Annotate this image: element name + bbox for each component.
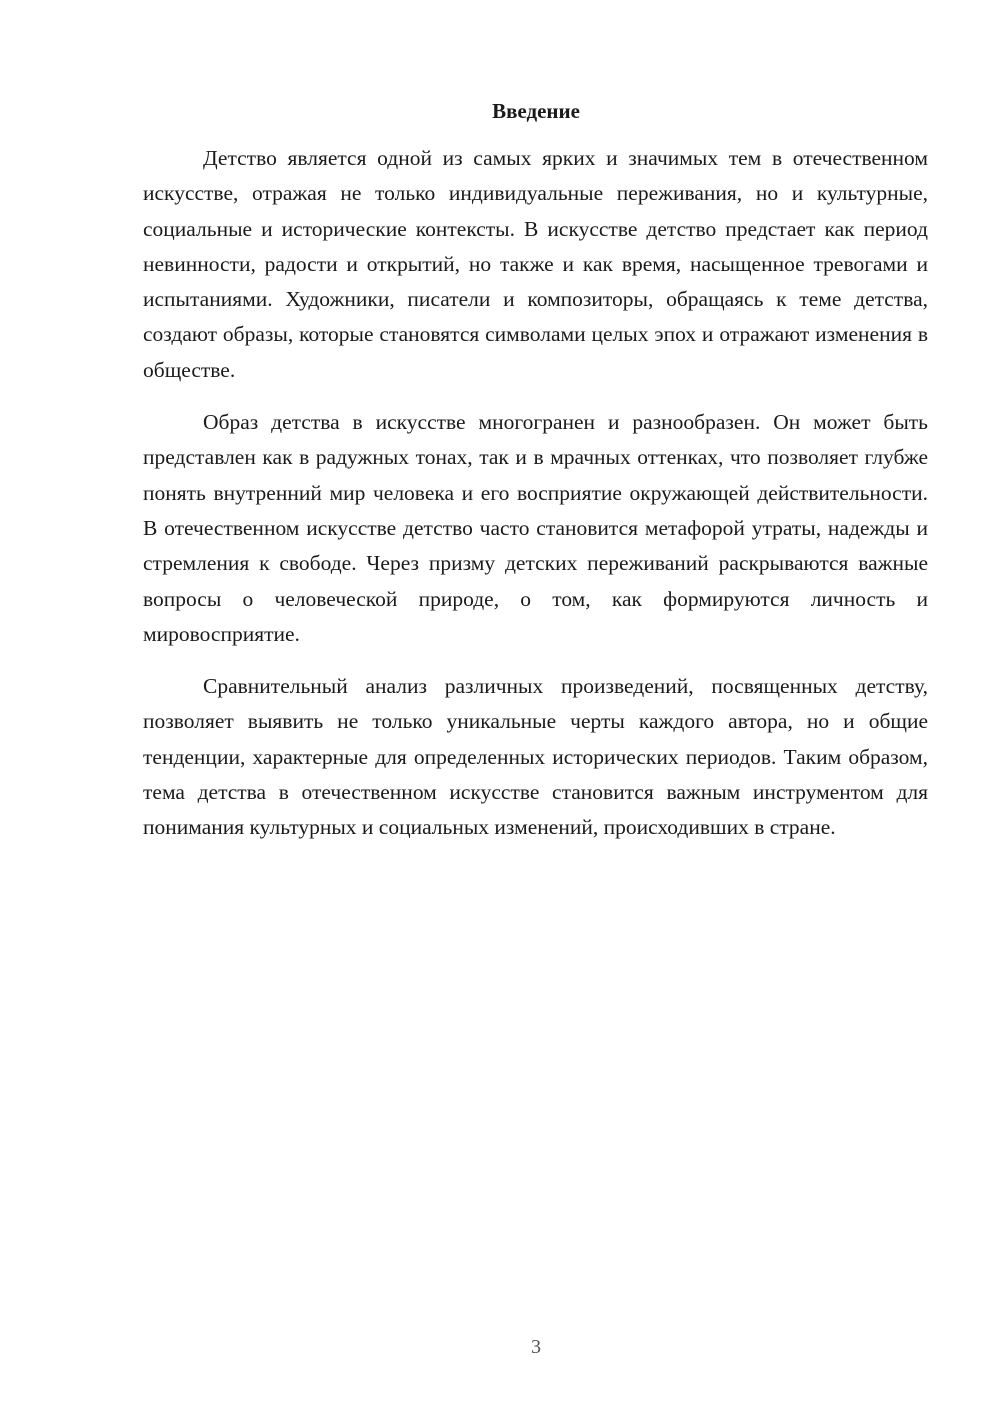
document-body (143, 141, 928, 863)
paragraph-2: Образ детства в искусстве многогранен и разнообразен. Он может быть представлен как в радужных тонах, так и в мрачных оттенках, что позволяет глубже понять внутренний мир человека и его восприятие окружающей действительности. В отечественном искусстве детство часто становится метафорой утраты, надежды и стремления к свободе. Через призму детских переживаний раскрываются важные вопросы о человеческой природе, о том, как формируются личность и мировосприятие. (143, 410, 928, 646)
section-title: Введение (492, 99, 580, 123)
paragraph-1: Детство является одной из самых ярких и значимых тем в отечественном искусстве, отражая не только индивидуальные переживания, но и культурные, социальные и исторические контексты. В искусстве детство предстает как период невинности, радости и открытий, но также и как время, насыщенное тревогами и испытаниями. Художники, писатели и композиторы, обращаясь к теме детства, создают образы, которые становятся символами целых эпох и отражают изменения в обществе. (143, 146, 928, 382)
page-number: 3 (531, 1336, 541, 1358)
paragraph-3: Сравнительный анализ различных произведений, посвященных детству, позволяет выявить не только уникальные черты каждого автора, но и общие тенденции, характерные для определенных исторических периодов. Таким образом, тема детства в отечественном искусстве становится важным инструментом для понимания культурных и социальных изменений, происходивших в стране. (143, 674, 928, 840)
